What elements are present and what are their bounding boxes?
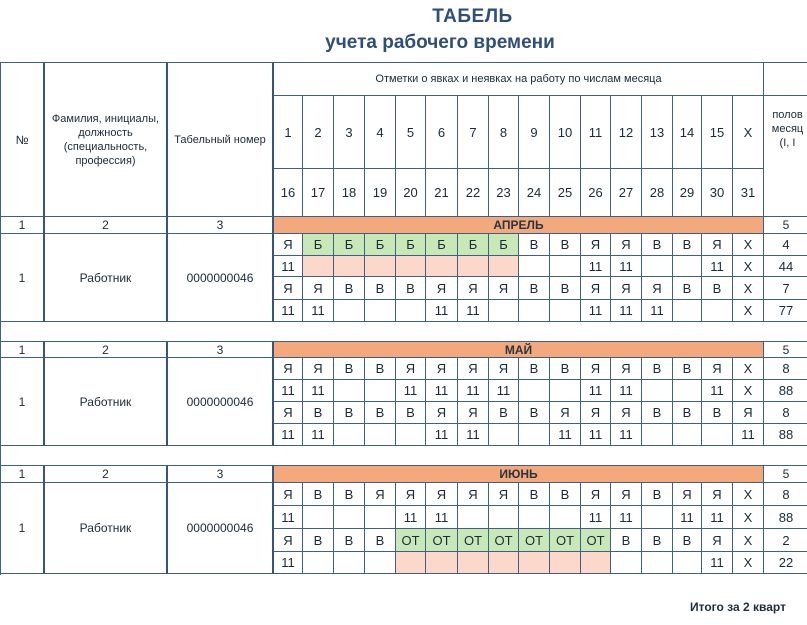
day-mark-cell bbox=[396, 424, 426, 446]
day-mark-cell: ОТ bbox=[519, 529, 550, 552]
day-mark-cell: 11 bbox=[458, 424, 489, 446]
day-mark-cell: 11 bbox=[303, 300, 334, 322]
header-day-cell: 23 bbox=[489, 169, 519, 217]
day-mark-cell bbox=[489, 256, 519, 277]
day-mark-cell: Я bbox=[426, 358, 458, 380]
day-mark-cell: Я bbox=[303, 358, 334, 380]
day-mark-cell: В bbox=[673, 358, 702, 380]
half-month-total: 8 bbox=[764, 358, 807, 380]
day-mark-cell: X bbox=[733, 234, 764, 256]
header-day-cell: 3 bbox=[334, 96, 365, 169]
day-mark-cell: В bbox=[519, 483, 550, 506]
day-mark-cell: 11 bbox=[426, 380, 458, 402]
day-mark-cell bbox=[458, 256, 489, 277]
header-day-cell: 28 bbox=[642, 169, 673, 217]
day-mark-cell: 11 bbox=[274, 424, 303, 446]
day-mark-cell: 11 bbox=[458, 300, 489, 322]
day-mark-cell: Я bbox=[274, 483, 303, 506]
day-mark-cell bbox=[303, 552, 334, 574]
day-mark-cell: В bbox=[396, 277, 426, 300]
month-label: МАЙ bbox=[274, 342, 764, 358]
header-day-cell: 2 bbox=[303, 96, 334, 169]
day-mark-cell bbox=[673, 380, 702, 402]
day-mark-cell: В bbox=[673, 529, 702, 552]
day-mark-cell: 11 bbox=[581, 380, 611, 402]
header-day-cell: 9 bbox=[519, 96, 550, 169]
header-half-month-label: полов месяц (I, I bbox=[771, 109, 804, 149]
day-mark-cell: В bbox=[702, 277, 733, 300]
day-mark-cell bbox=[702, 300, 733, 322]
day-mark-cell: Я bbox=[274, 402, 303, 424]
day-mark-cell: Я bbox=[274, 277, 303, 300]
day-mark-cell: Я bbox=[702, 483, 733, 506]
day-mark-cell bbox=[489, 506, 519, 529]
quarter-total-label: Итого за 2 кварт bbox=[690, 600, 786, 614]
document-title: ТАБЕЛЬ bbox=[432, 6, 513, 27]
day-mark-cell: 11 bbox=[489, 380, 519, 402]
day-mark-cell bbox=[550, 552, 581, 574]
header-tab-number: Табельный номер bbox=[168, 63, 274, 217]
day-mark-cell: В bbox=[642, 529, 673, 552]
header-day-cell: 24 bbox=[519, 169, 550, 217]
header-day-cell: 29 bbox=[673, 169, 702, 217]
day-mark-cell bbox=[550, 506, 581, 529]
day-mark-cell: В bbox=[334, 402, 365, 424]
header-day-cell: 17 bbox=[303, 169, 334, 217]
day-mark-cell: 11 bbox=[303, 380, 334, 402]
day-mark-cell bbox=[519, 552, 550, 574]
day-mark-cell: Я bbox=[702, 529, 733, 552]
day-mark-cell bbox=[458, 506, 489, 529]
day-mark-cell: В bbox=[365, 358, 396, 380]
header-day-cell: 31 bbox=[733, 169, 764, 217]
day-mark-cell bbox=[396, 552, 426, 574]
day-mark-cell: 11 bbox=[611, 300, 642, 322]
day-mark-cell bbox=[426, 256, 458, 277]
day-mark-cell: 11 bbox=[611, 256, 642, 277]
day-mark-cell: Я bbox=[458, 483, 489, 506]
half-month-total: 44 bbox=[764, 256, 807, 277]
day-mark-cell bbox=[519, 506, 550, 529]
day-mark-cell: Б bbox=[334, 234, 365, 256]
day-mark-cell bbox=[396, 256, 426, 277]
day-mark-cell: В bbox=[365, 277, 396, 300]
day-mark-cell: ОТ bbox=[396, 529, 426, 552]
day-mark-cell: ОТ bbox=[426, 529, 458, 552]
worker-tab-number: 0000000046 bbox=[168, 234, 274, 322]
col-number: 1 bbox=[1, 217, 45, 234]
worker-name: Работник bbox=[45, 483, 168, 574]
day-mark-cell: X bbox=[733, 256, 764, 277]
col-number: 2 bbox=[45, 217, 168, 234]
header-day-cell: 10 bbox=[550, 96, 581, 169]
header-day-cell: 8 bbox=[489, 96, 519, 169]
day-mark-cell bbox=[519, 300, 550, 322]
day-mark-cell: Я bbox=[581, 402, 611, 424]
worker-tab-number: 0000000046 bbox=[168, 483, 274, 574]
day-mark-cell bbox=[458, 552, 489, 574]
day-mark-cell: В bbox=[334, 277, 365, 300]
day-mark-cell bbox=[673, 256, 702, 277]
day-mark-cell bbox=[334, 300, 365, 322]
day-mark-cell: X bbox=[733, 552, 764, 574]
day-mark-cell: 11 bbox=[396, 506, 426, 529]
day-mark-cell: В bbox=[550, 483, 581, 506]
day-mark-cell bbox=[519, 380, 550, 402]
half-month-total: 7 bbox=[764, 277, 807, 300]
day-mark-cell bbox=[642, 552, 673, 574]
header-number: № bbox=[1, 63, 45, 217]
day-mark-cell: Б bbox=[426, 234, 458, 256]
month-label: ИЮНЬ bbox=[274, 466, 764, 483]
day-mark-cell: Я bbox=[550, 402, 581, 424]
day-mark-cell: X bbox=[733, 380, 764, 402]
day-mark-cell bbox=[365, 552, 396, 574]
day-mark-cell: 11 bbox=[274, 380, 303, 402]
day-mark-cell: Я bbox=[489, 277, 519, 300]
day-mark-cell: 11 bbox=[426, 506, 458, 529]
day-mark-cell: В bbox=[550, 277, 581, 300]
day-mark-cell bbox=[303, 256, 334, 277]
col-number: 5 bbox=[764, 217, 807, 234]
day-mark-cell: 11 bbox=[581, 424, 611, 446]
half-month-total: 2 bbox=[764, 529, 807, 552]
header-day-cell: 26 bbox=[581, 169, 611, 217]
day-mark-cell bbox=[519, 256, 550, 277]
day-mark-cell: Б bbox=[458, 234, 489, 256]
day-mark-cell: Я bbox=[581, 277, 611, 300]
row-number: 1 bbox=[1, 234, 45, 322]
header-day-cell: 13 bbox=[642, 96, 673, 169]
day-mark-cell: Я bbox=[458, 358, 489, 380]
header-day-cell: 12 bbox=[611, 96, 642, 169]
day-mark-cell: В bbox=[334, 358, 365, 380]
col-number: 1 bbox=[1, 466, 45, 483]
day-mark-cell: Б bbox=[489, 234, 519, 256]
day-mark-cell bbox=[334, 552, 365, 574]
header-day-cell: 19 bbox=[365, 169, 396, 217]
day-mark-cell: Я bbox=[581, 234, 611, 256]
day-mark-cell bbox=[642, 506, 673, 529]
day-mark-cell: 11 bbox=[274, 300, 303, 322]
day-mark-cell bbox=[365, 424, 396, 446]
day-mark-cell: Я bbox=[274, 358, 303, 380]
day-mark-cell bbox=[489, 424, 519, 446]
day-mark-cell: Я bbox=[426, 402, 458, 424]
day-mark-cell: В bbox=[673, 234, 702, 256]
day-mark-cell: В bbox=[334, 529, 365, 552]
worker-name: Работник bbox=[45, 234, 168, 322]
day-mark-cell: Я bbox=[673, 483, 702, 506]
day-mark-cell bbox=[334, 506, 365, 529]
worker-name: Работник bbox=[45, 358, 168, 446]
day-mark-cell: X bbox=[733, 483, 764, 506]
day-mark-cell: В bbox=[550, 234, 581, 256]
day-mark-cell: 11 bbox=[702, 380, 733, 402]
day-mark-cell: В bbox=[550, 358, 581, 380]
day-mark-cell: 11 bbox=[702, 256, 733, 277]
day-mark-cell: ОТ bbox=[550, 529, 581, 552]
col-number: 2 bbox=[45, 342, 168, 358]
day-mark-cell: В bbox=[303, 402, 334, 424]
day-mark-cell bbox=[673, 300, 702, 322]
half-month-total: 88 bbox=[764, 424, 807, 446]
day-mark-cell: 11 bbox=[581, 506, 611, 529]
day-mark-cell: Я bbox=[489, 483, 519, 506]
header-day-cell: 14 bbox=[673, 96, 702, 169]
day-mark-cell: 11 bbox=[426, 300, 458, 322]
day-mark-cell: X bbox=[733, 300, 764, 322]
day-mark-cell: Я bbox=[458, 402, 489, 424]
day-mark-cell: X bbox=[733, 529, 764, 552]
col-number: 3 bbox=[168, 466, 274, 483]
day-mark-cell: В bbox=[303, 483, 334, 506]
day-mark-cell: Я bbox=[611, 483, 642, 506]
day-mark-cell: 11 bbox=[274, 506, 303, 529]
day-mark-cell bbox=[550, 380, 581, 402]
col-number: 5 bbox=[764, 466, 807, 483]
day-mark-cell: 11 bbox=[611, 424, 642, 446]
header-day-cell: 25 bbox=[550, 169, 581, 217]
header-day-cell: 22 bbox=[458, 169, 489, 217]
header-half-month bbox=[764, 96, 807, 217]
header-marks: Отметки о явках и неявках на работу по числам месяца bbox=[274, 63, 764, 96]
day-mark-cell bbox=[581, 552, 611, 574]
day-mark-cell bbox=[519, 424, 550, 446]
day-mark-cell: Я bbox=[274, 234, 303, 256]
day-mark-cell bbox=[365, 300, 396, 322]
day-mark-cell: ОТ bbox=[489, 529, 519, 552]
header-day-cell: 27 bbox=[611, 169, 642, 217]
day-mark-cell bbox=[642, 256, 673, 277]
day-mark-cell: 11 bbox=[702, 552, 733, 574]
header-day-cell: 5 bbox=[396, 96, 426, 169]
row-number: 1 bbox=[1, 358, 45, 446]
day-mark-cell: Я bbox=[733, 402, 764, 424]
day-mark-cell: В bbox=[489, 402, 519, 424]
day-mark-cell: 11 bbox=[702, 506, 733, 529]
day-mark-cell: Б bbox=[303, 234, 334, 256]
half-month-total: 88 bbox=[764, 380, 807, 402]
header-day-cell: 11 bbox=[581, 96, 611, 169]
day-mark-cell bbox=[334, 424, 365, 446]
header-day-cell: 4 bbox=[365, 96, 396, 169]
day-mark-cell bbox=[489, 552, 519, 574]
day-mark-cell: Я bbox=[396, 358, 426, 380]
day-mark-cell: Я bbox=[611, 277, 642, 300]
day-mark-cell: 11 bbox=[581, 300, 611, 322]
day-mark-cell: В bbox=[702, 402, 733, 424]
day-mark-cell: В bbox=[519, 277, 550, 300]
header-day-cell: 20 bbox=[396, 169, 426, 217]
day-mark-cell bbox=[550, 300, 581, 322]
col-number: 2 bbox=[45, 466, 168, 483]
day-mark-cell: Я bbox=[426, 277, 458, 300]
col-number: 5 bbox=[764, 342, 807, 358]
day-mark-cell: Я bbox=[702, 358, 733, 380]
day-mark-cell bbox=[702, 424, 733, 446]
day-mark-cell: Я bbox=[702, 234, 733, 256]
day-mark-cell: 11 bbox=[581, 256, 611, 277]
half-month-total: 22 bbox=[764, 552, 807, 574]
day-mark-cell: Я bbox=[611, 402, 642, 424]
half-month-total: 77 bbox=[764, 300, 807, 322]
header-day-cell: 7 bbox=[458, 96, 489, 169]
day-mark-cell bbox=[642, 380, 673, 402]
header-right-blank bbox=[764, 63, 807, 96]
day-mark-cell: ОТ bbox=[581, 529, 611, 552]
day-mark-cell: 11 bbox=[303, 424, 334, 446]
day-mark-cell: 11 bbox=[458, 380, 489, 402]
header-day-cell: X bbox=[733, 96, 764, 169]
day-mark-cell: В bbox=[365, 529, 396, 552]
timesheet-table bbox=[0, 62, 807, 575]
day-mark-cell bbox=[365, 506, 396, 529]
header-day-cell: 1 bbox=[274, 96, 303, 169]
day-mark-cell: В bbox=[519, 234, 550, 256]
day-mark-cell: X bbox=[733, 506, 764, 529]
day-mark-cell: В bbox=[611, 529, 642, 552]
day-mark-cell: В bbox=[642, 358, 673, 380]
day-mark-cell: Б bbox=[396, 234, 426, 256]
day-mark-cell: Я bbox=[365, 483, 396, 506]
header-day-cell: 15 bbox=[702, 96, 733, 169]
day-mark-cell: Я bbox=[458, 277, 489, 300]
day-mark-cell: В bbox=[642, 234, 673, 256]
day-mark-cell: Я bbox=[426, 483, 458, 506]
day-mark-cell: В bbox=[642, 483, 673, 506]
day-mark-cell: В bbox=[519, 402, 550, 424]
day-mark-cell: В bbox=[519, 358, 550, 380]
day-mark-cell bbox=[426, 552, 458, 574]
day-mark-cell bbox=[611, 552, 642, 574]
day-mark-cell: В bbox=[642, 402, 673, 424]
day-mark-cell: 11 bbox=[611, 380, 642, 402]
half-month-total: 4 bbox=[764, 234, 807, 256]
day-mark-cell: В bbox=[303, 529, 334, 552]
day-mark-cell: 11 bbox=[426, 424, 458, 446]
day-mark-cell: 11 bbox=[611, 506, 642, 529]
day-mark-cell: 11 bbox=[733, 424, 764, 446]
day-mark-cell bbox=[642, 424, 673, 446]
day-mark-cell: В bbox=[365, 402, 396, 424]
day-mark-cell bbox=[550, 256, 581, 277]
day-mark-cell: Я bbox=[611, 234, 642, 256]
half-month-total: 88 bbox=[764, 506, 807, 529]
day-mark-cell: 11 bbox=[274, 256, 303, 277]
col-number: 3 bbox=[168, 342, 274, 358]
day-mark-cell: В bbox=[334, 483, 365, 506]
day-mark-cell: В bbox=[673, 402, 702, 424]
day-mark-cell: В bbox=[673, 277, 702, 300]
day-mark-cell bbox=[396, 300, 426, 322]
header-day-cell: 21 bbox=[426, 169, 458, 217]
day-mark-cell bbox=[673, 552, 702, 574]
col-number: 1 bbox=[1, 342, 45, 358]
day-mark-cell: Б bbox=[365, 234, 396, 256]
day-mark-cell bbox=[489, 300, 519, 322]
half-month-total: 8 bbox=[764, 402, 807, 424]
day-mark-cell: 11 bbox=[673, 506, 702, 529]
day-mark-cell: 11 bbox=[274, 552, 303, 574]
day-mark-cell: Я bbox=[611, 358, 642, 380]
day-mark-cell bbox=[334, 380, 365, 402]
day-mark-cell bbox=[365, 380, 396, 402]
section-separator bbox=[1, 322, 807, 342]
header-day-cell: 16 bbox=[274, 169, 303, 217]
day-mark-cell: Я bbox=[274, 529, 303, 552]
half-month-total: 8 bbox=[764, 483, 807, 506]
day-mark-cell bbox=[673, 424, 702, 446]
day-mark-cell: 11 bbox=[396, 380, 426, 402]
day-mark-cell: X bbox=[733, 277, 764, 300]
day-mark-cell: Я bbox=[581, 358, 611, 380]
day-mark-cell: Я bbox=[642, 277, 673, 300]
day-mark-cell: Я bbox=[581, 483, 611, 506]
header-name: Фамилия, инициалы, должность (специальность, профессия) bbox=[45, 63, 168, 217]
row-number: 1 bbox=[1, 483, 45, 574]
day-mark-cell: Я bbox=[489, 358, 519, 380]
day-mark-cell bbox=[365, 256, 396, 277]
day-mark-cell bbox=[303, 506, 334, 529]
day-mark-cell: 11 bbox=[642, 300, 673, 322]
day-mark-cell: Я bbox=[396, 483, 426, 506]
header-day-cell: 30 bbox=[702, 169, 733, 217]
section-separator bbox=[1, 446, 807, 466]
header-day-cell: 18 bbox=[334, 169, 365, 217]
day-mark-cell: 11 bbox=[550, 424, 581, 446]
day-mark-cell: X bbox=[733, 358, 764, 380]
day-mark-cell: ОТ bbox=[458, 529, 489, 552]
day-mark-cell: В bbox=[396, 402, 426, 424]
col-number: 3 bbox=[168, 217, 274, 234]
day-mark-cell: Я bbox=[303, 277, 334, 300]
header-day-cell: 6 bbox=[426, 96, 458, 169]
worker-tab-number: 0000000046 bbox=[168, 358, 274, 446]
day-mark-cell bbox=[334, 256, 365, 277]
document-subtitle: учета рабочего времени bbox=[325, 32, 555, 53]
month-label: АПРЕЛЬ bbox=[274, 217, 764, 234]
